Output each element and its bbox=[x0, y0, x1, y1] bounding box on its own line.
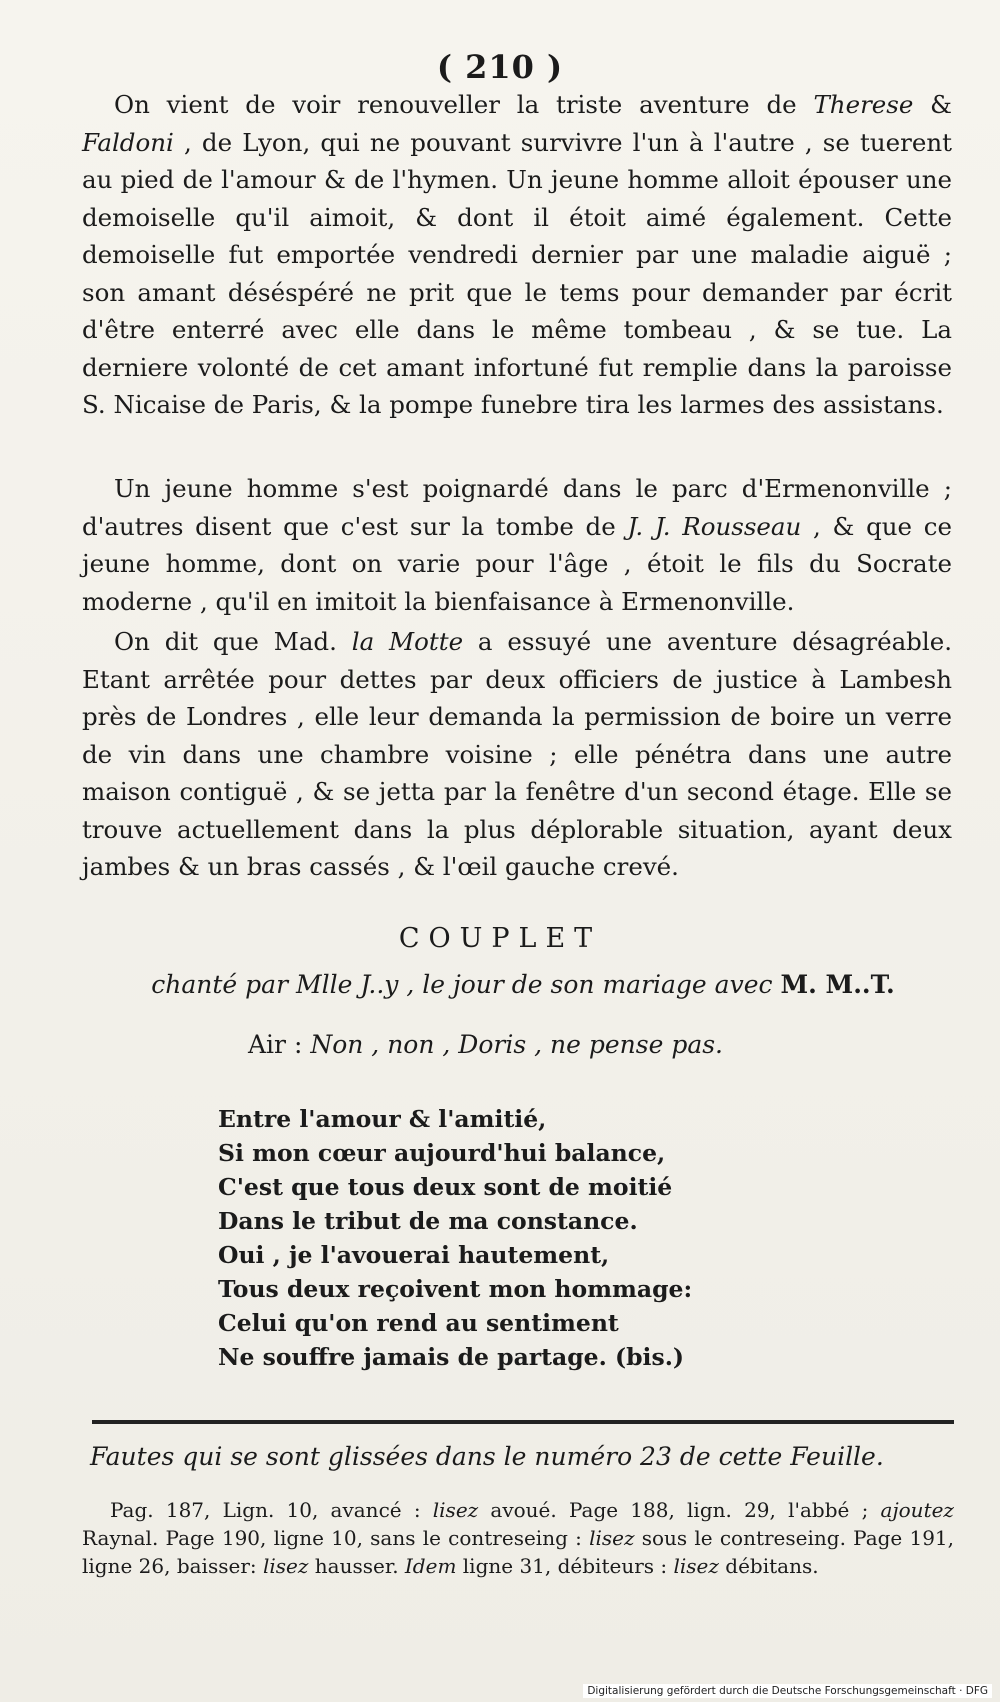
paragraph3-text-2: a essuyé une aventure désagréable. Etant arrêtée pour dettes par deux officiers de justice à Lambesh près de Londres , elle leur demanda la permission de boire un verre de vin dans une chambre voisine ; elle pénétra dans une autre maison contiguë , & se jetta par la fenêtre d'un second étage. Elle se trouve actuellement dans la plus déplorable situation, ayant deux jambes & un bras cassés , & l'œil gauche crevé. bbox=[82, 627, 952, 881]
paragraph2-text-2: , & que ce jeune homme, dont on varie pour l'âge , étoit le fils du Socrate moderne , qu'il en imitoit la bienfaisance à Ermenonville. bbox=[82, 511, 952, 616]
verse-line: Oui , je l'avouerai hautement, bbox=[218, 1241, 610, 1269]
paragraph2-name-rousseau: J. J. Rousseau bbox=[627, 511, 802, 541]
verse-line: Dans le tribut de ma constance. bbox=[218, 1207, 638, 1235]
errata-part: débitans. bbox=[718, 1554, 819, 1578]
errata-keyword: lisez bbox=[673, 1554, 719, 1578]
errata-part: Pag. 187, Lign. 10, avancé : bbox=[110, 1498, 433, 1522]
verse-line: C'est que tous deux sont de moitié bbox=[218, 1173, 673, 1201]
paragraph3-name-la-motte: la Motte bbox=[351, 627, 464, 656]
paragraph2-text-1: Un jeune homme s'est poignardé dans le parc d'Ermenonville ; d'autres disent que c'est sur la tombe de bbox=[82, 474, 952, 541]
verse-line: Celui qu'on rend au sentiment bbox=[218, 1309, 619, 1337]
errata-part: Raynal. Page 190, ligne 10, sans le contreseing : bbox=[82, 1526, 590, 1550]
paragraph1-text-2: & bbox=[913, 90, 952, 119]
couplet-title: COUPLET bbox=[398, 923, 602, 954]
verse-line: Si mon cœur aujourd'hui balance, bbox=[218, 1139, 666, 1167]
section-divider bbox=[92, 1420, 954, 1424]
errata-keyword: Idem bbox=[404, 1554, 457, 1578]
verse-line: Ne souffre jamais de partage. (bis.) bbox=[218, 1343, 685, 1371]
air-label: Air : bbox=[248, 1030, 311, 1059]
paragraph1-text-3: , de Lyon, qui ne pouvant survivre l'un à l'autre , se tuerent au pied de l'amour & de l'hymen. Un jeune homme alloit épouser une demoiselle qu'il aimoit, & dont il étoit aimé également. Cette demoiselle fut emportée vendredi dernier par une maladie aiguë ; son amant déséspéré ne prit que le tems pour demander par écrit d'être enterré avec elle dans le même tombeau , & se tue. La derniere volonté de cet amant infortuné fut remplie dans la paroisse S. Nicaise de Paris, & la pompe funebre tira les larmes des assistans. bbox=[82, 127, 952, 419]
paragraph1-name-faldoni: Faldoni bbox=[82, 127, 174, 157]
errata-text bbox=[82, 1496, 954, 1580]
paragraph1-name-therese: Therese bbox=[813, 90, 914, 119]
errata-part: ligne 31, débiteurs : bbox=[456, 1554, 674, 1578]
couplet-subtitle-groom: M. M..T. bbox=[780, 970, 895, 999]
errata-part: hausser. bbox=[308, 1554, 405, 1578]
verse-line: Entre l'amour & l'amitié, bbox=[218, 1105, 547, 1133]
paragraph-la-motte bbox=[82, 623, 952, 886]
air-line bbox=[248, 1030, 723, 1059]
errata-part: sous le contreseing. Page 191, ligne 26, baisser: bbox=[82, 1526, 955, 1578]
digitization-footer: Digitalisierung gefördert durch die Deutsche Forschungsgemeinschaft · DFG bbox=[583, 1684, 992, 1698]
paragraph3-text-1: On dit que Mad. bbox=[114, 627, 352, 656]
paragraph1-text-1: On vient de voir renouveller la triste aventure de bbox=[114, 90, 814, 119]
verse-line: Tous deux reçoivent mon hommage: bbox=[218, 1275, 693, 1303]
errata-keyword: lisez bbox=[432, 1498, 479, 1522]
verse-block bbox=[218, 1102, 692, 1374]
couplet-subtitle bbox=[88, 970, 958, 999]
paragraph-ermenonville bbox=[82, 470, 952, 620]
errata-keyword: lisez bbox=[262, 1554, 309, 1578]
page-number: ( 210 ) bbox=[436, 48, 564, 86]
errata-keyword: lisez bbox=[589, 1526, 635, 1550]
errata-part: avoué. Page 188, lign. 29, l'abbé ; bbox=[478, 1498, 881, 1522]
errata-title: Fautes qui se sont glissées dans le numéro 23 de cette Feuille. bbox=[90, 1442, 884, 1471]
paragraph-therese-faldoni bbox=[82, 86, 952, 424]
couplet-subtitle-text: chanté par Mlle J..y , le jour de son mariage avec bbox=[151, 970, 781, 999]
errata-keyword: ajoutez bbox=[880, 1498, 954, 1522]
air-tune: Non , non , Doris , ne pense pas. bbox=[310, 1030, 723, 1059]
